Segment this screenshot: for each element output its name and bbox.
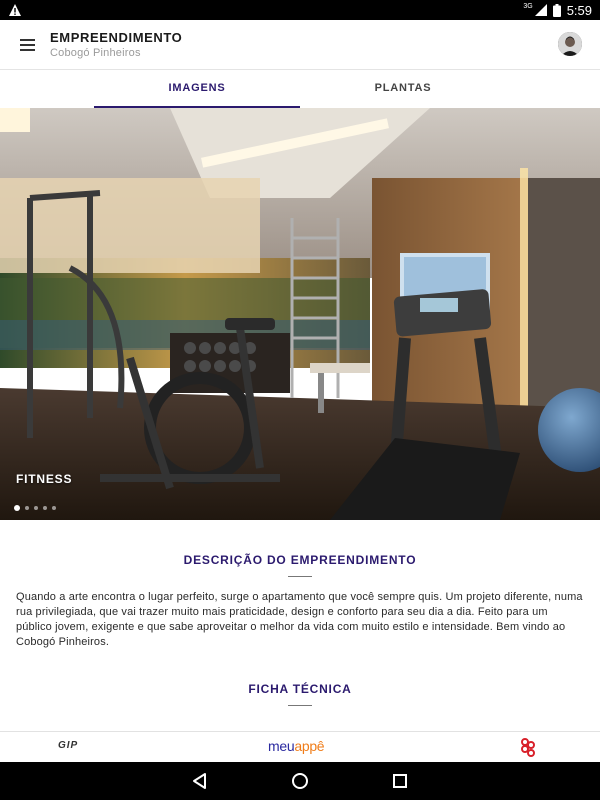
page-subtitle: Cobogó Pinheiros <box>50 47 141 59</box>
heading-divider <box>288 576 312 577</box>
pagination-dot[interactable] <box>52 506 56 510</box>
status-bar <box>0 0 600 20</box>
back-icon[interactable] <box>190 771 210 791</box>
signal-icon <box>535 4 547 16</box>
clock: 5:59 <box>566 2 592 18</box>
recents-icon[interactable] <box>390 771 410 791</box>
brand-footer <box>0 731 600 762</box>
slide-caption: FITNESS <box>16 472 73 486</box>
home-icon[interactable] <box>290 771 310 791</box>
network-type: 3G <box>523 2 533 10</box>
page-title: EMPREENDIMENTO <box>50 30 183 45</box>
pagination-dot[interactable] <box>14 505 20 511</box>
gym-photo <box>0 108 600 520</box>
warning-icon <box>8 3 22 17</box>
tab-bar <box>0 70 600 108</box>
heading-divider <box>288 705 312 706</box>
description-heading: DESCRIÇÃO DO EMPREENDIMENTO <box>183 553 417 567</box>
pagination-dot[interactable] <box>34 506 38 510</box>
menu-icon[interactable] <box>18 36 38 54</box>
meuappe-logo-part-appe: appê <box>294 738 325 754</box>
system-nav-bar <box>0 762 600 800</box>
pagination-dots <box>14 505 56 511</box>
app-bar <box>0 20 600 70</box>
avatar[interactable] <box>558 32 582 56</box>
gip-logo: GIP <box>58 740 79 751</box>
meuappe-logo <box>268 738 324 754</box>
pagination-dot[interactable] <box>25 506 29 510</box>
tab-imagens[interactable]: IMAGENS <box>94 70 300 108</box>
image-gallery[interactable] <box>0 108 600 520</box>
pagination-dot[interactable] <box>43 506 47 510</box>
technical-heading: FICHA TÉCNICA <box>248 682 352 696</box>
cobogo-logo-icon <box>518 737 538 757</box>
tab-plantas[interactable]: PLANTAS <box>374 82 432 94</box>
meuappe-logo-part-meu: meu <box>268 738 295 754</box>
description-text: Quando a arte encontra o lugar perfeito, surge o apartamento que você sempre quis. Um projeto diferente, numa rua privilegiada, que vai trazer muito mais praticidade, design e conforto para seu dia a dia. Feito para um público jovem, exigente e que sabe aproveitar o melhor da vida com muito estilo e intensidade. Bem vindo ao Cobogó Pinheiros. <box>16 591 583 648</box>
battery-icon <box>553 4 561 17</box>
